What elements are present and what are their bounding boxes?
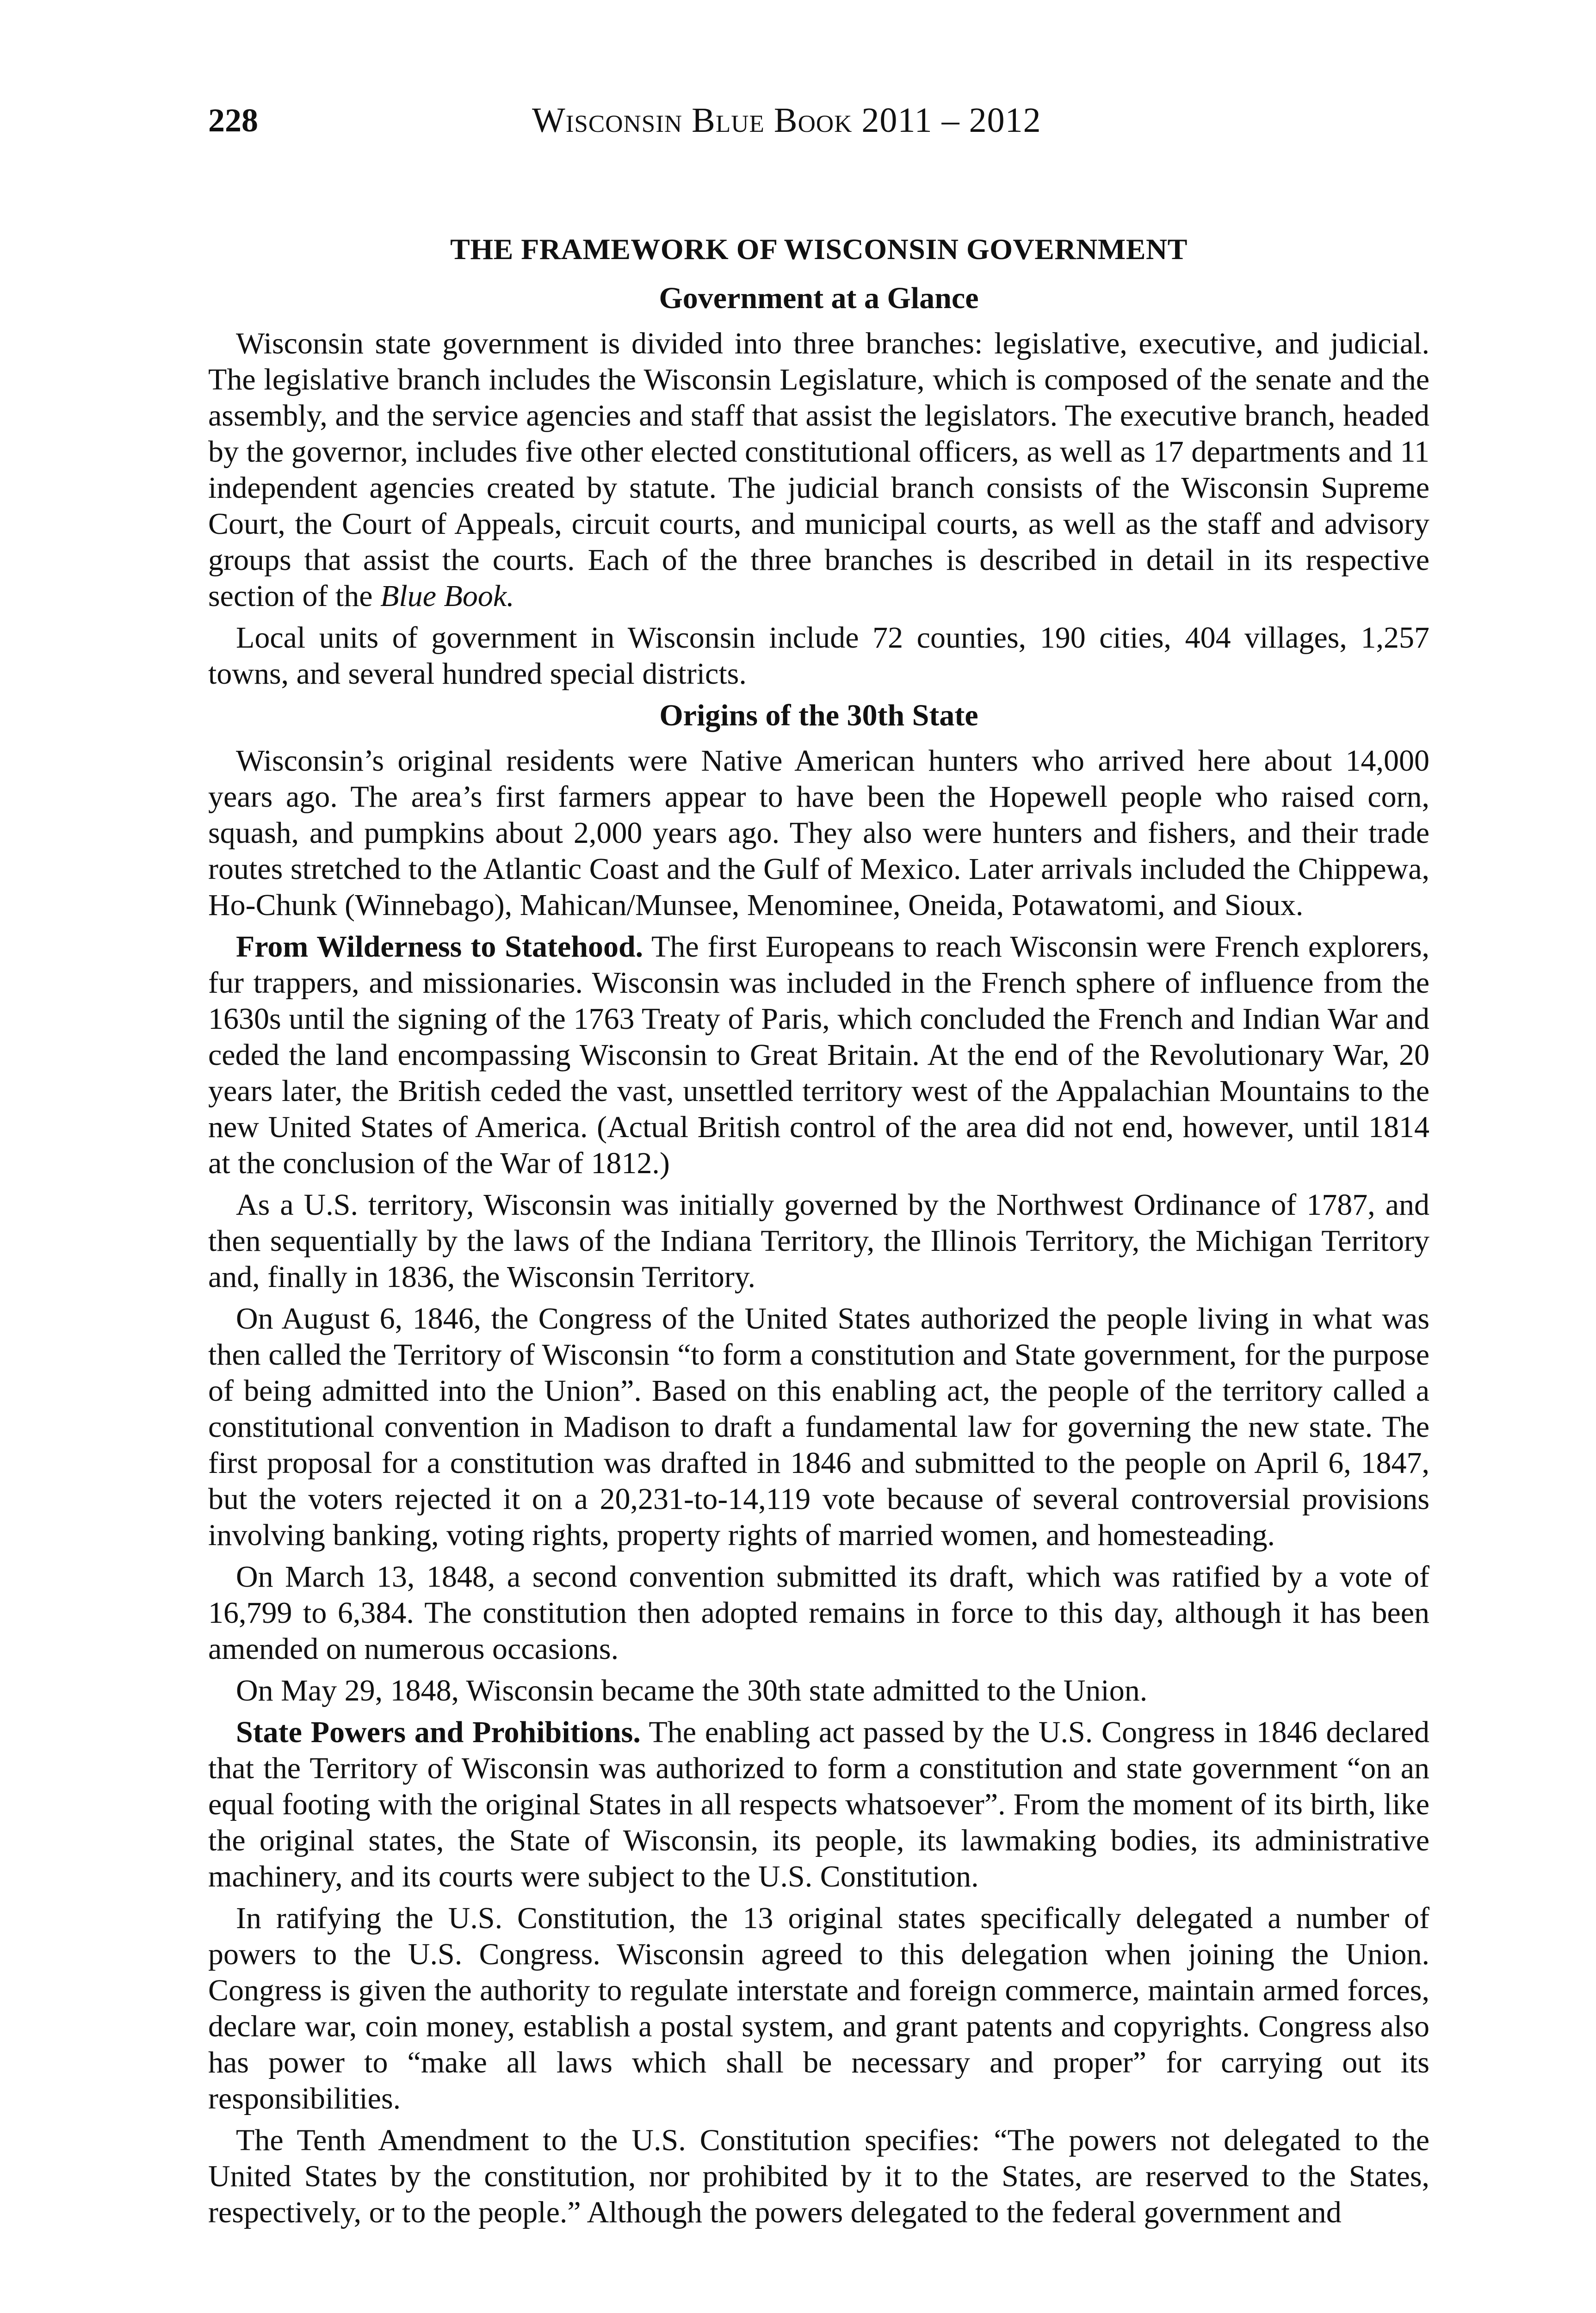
paragraph: As a U.S. territory, Wisconsin was initially governed by the Northwest Ordinance of 1787, and then sequentially by the laws of the Indiana Territory, the Illinois Territory, the Michigan Territory and, finally in 1836, the Wisconsin Territory.	[208, 1188, 1429, 1294]
paragraph-text: The first Europeans to reach Wisconsin were French explorers, fur trappers, and missionaries. Wisconsin was included in the French sphere of influence from the 1630s until the signing of the 1763 Treaty of Paris, which concluded the French and Indian War and ceded the land encompassing Wisconsin to Great Britain. At the end of the Revolutionary War, 20 years later, the British ceded the vast, unsettled territory west of the Appalachian Mountains to the new United States of America. (Actual British control of the area did not end, however, until 1814 at the conclusion of the War of 1812.)	[208, 930, 1430, 1180]
paragraph-text: Wisconsin state government is divided into three branches: legislative, executive, and judicial. The legislative branch includes the Wisconsin Legislature, which is composed of the senate and the assembly, and the service agencies and staff that assist the legislators. The executive branch, headed by the governor, includes five other elected constitutional officers, as well as 17 departments and 11 independent agencies created by statute. The judicial branch consists of the Wisconsin Supreme Court, the Court of Appeals, circuit courts, and municipal courts, as well as the staff and advisory groups that assist the courts. Each of the three branches is described in detail in its respective section of the	[208, 327, 1429, 613]
paragraph: The Tenth Amendment to the U.S. Constitution specifies: “The powers not delegated to the United States by the constitution, nor prohibited by it to the States, are reserved to the States, respectively, or to the people.” Although the powers delegated to the federal government and	[208, 2123, 1429, 2229]
main-content	[208, 231, 1429, 2236]
paragraph	[208, 929, 1429, 1181]
paragraph-text: The enabling act passed by the U.S. Congress in 1846 declared that the Territory of Wisconsin was authorized to form a constitution and state government “on an equal footing with the original States in all respects whatsoever”. From the moment of its birth, like the original states, the State of Wisconsin, its people, its lawmaking bodies, its administrative machinery, and its courts were subject to the U.S. Constitution.	[208, 1715, 1429, 1893]
book-title-italic: Blue Book.	[380, 579, 514, 613]
paragraph	[208, 326, 1429, 614]
paragraph: In ratifying the U.S. Constitution, the 13 original states specifically delegated a number of powers to the U.S. Congress. Wisconsin agreed to this delegation when joining the Union. Congress is given the authority to regulate interstate and foreign commerce, maintain armed forces, declare war, coin money, establish a postal system, and grant patents and copyrights. Congress also has power to “make all laws which shall be necessary and proper” for carrying out its responsibilities.	[208, 1901, 1429, 2115]
running-header	[208, 95, 1429, 146]
section-heading-origins-of-the-30th-state: Origins of the 30th State	[659, 699, 978, 732]
page-title: THE FRAMEWORK OF WISCONSIN GOVERNMENT	[450, 233, 1188, 266]
paragraph: Local units of government in Wisconsin include 72 counties, 190 cities, 404 villages, 1,257 towns, and several hundred special districts.	[208, 621, 1429, 691]
book-title: Wisconsin Blue Book 2011 – 2012	[532, 101, 1041, 140]
paragraph: On August 6, 1846, the Congress of the United States authorized the people living in what was then called the Territory of Wisconsin “to form a constitution and State government, for the purpose of being admitted into the Union”. Based on this enabling act, the people of the territory called a constitutional convention in Madison to draft a fundamental law for governing the new state. The first proposal for a constitution was drafted in 1846 and submitted to the people on April 6, 1847, but the voters rejected it on a 20,231-to-14,119 vote because of several controversial provisions involving banking, voting rights, property rights of married women, and homesteading.	[208, 1302, 1429, 1552]
run-in-heading-wilderness-to-statehood: From Wilderness to Statehood.	[236, 930, 643, 964]
paragraph: On March 13, 1848, a second convention submitted its draft, which was ratified by a vote of 16,799 to 6,384. The constitution then adopted remains in force to this day, although it has been amended on numerous occasions.	[208, 1560, 1429, 1666]
paragraph: Wisconsin’s original residents were Native American hunters who arrived here about 14,000 years ago. The area’s first farmers appear to have been the Hopewell people who raised corn, squash, and pumpkins about 2,000 years ago. They also were hunters and fishers, and their trade routes stretched to the Atlantic Coast and the Gulf of Mexico. Later arrivals included the Chippewa, Ho-Chunk (Winnebago), Mahican/Munsee, Menominee, Oneida, Potawatomi, and Sioux.	[208, 744, 1429, 922]
run-in-heading-state-powers: State Powers and Prohibitions.	[236, 1715, 641, 1749]
section-heading-government-at-a-glance: Government at a Glance	[659, 281, 979, 315]
paragraph: On May 29, 1848, Wisconsin became the 30th state admitted to the Union.	[236, 1674, 1148, 1707]
page-number: 228	[208, 102, 258, 139]
paragraph	[208, 1714, 1429, 1895]
